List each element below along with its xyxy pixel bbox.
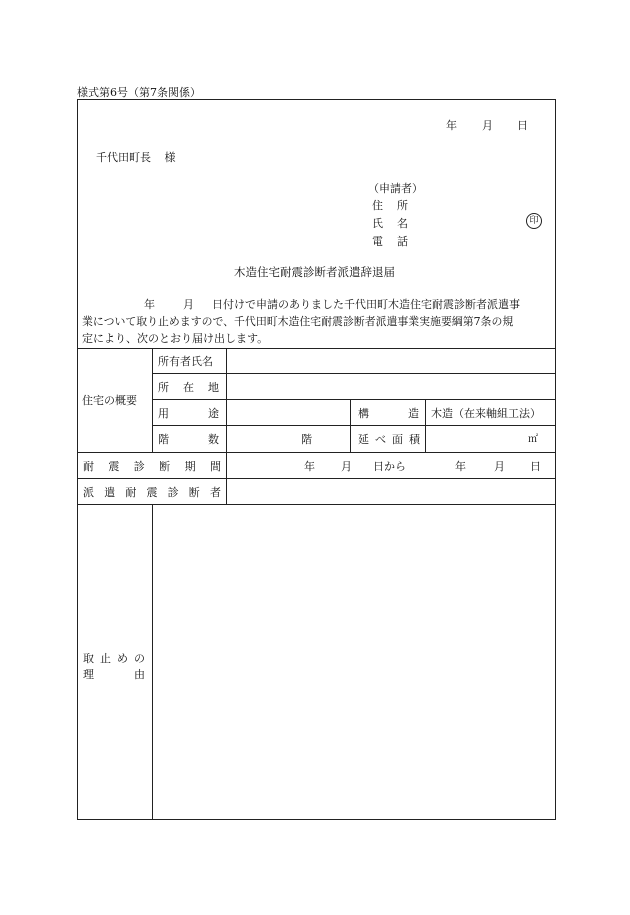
label-char: 理 [83,668,94,681]
label-char: 断 [159,460,171,473]
label-char: 派 [83,486,94,499]
label-char: 造 [408,407,419,420]
date-month: 月 [482,119,493,132]
label-char: 氏 [372,217,383,230]
label-char: 名 [397,217,408,230]
label-char: 所 [397,199,408,212]
label-char: 住 [372,199,383,212]
label-char: 数 [208,433,219,446]
floors-unit: 階 [301,433,312,446]
period-start-day: 日から [373,460,406,473]
period-end-day: 日 [530,460,541,473]
dispatched-diagnostician-field[interactable] [227,479,555,504]
label-char: 由 [134,668,145,681]
label-char: べ [375,433,386,446]
use-label [158,405,219,421]
period-start-year: 年 [304,460,315,473]
label-char: 止 [100,652,111,665]
row-divider [152,399,556,400]
label-char: 診 [133,460,145,473]
use-field[interactable] [227,400,350,425]
label-char: 耐 [125,486,137,499]
applicant-heading: （申請者） [368,182,423,195]
label-char: 所 [158,381,169,394]
label-char: め [117,652,128,665]
period-end-year: 年 [455,460,466,473]
applicant-address-label [372,197,408,213]
label-char: 階 [158,433,169,446]
label-char: 積 [409,433,420,446]
date-year: 年 [446,119,457,132]
addressee-honorific: 様 [164,151,176,164]
label-char: 期 [184,460,196,473]
label-char: 間 [209,460,221,473]
body-line-1-text: 日付けで申請のありました千代田町木造住宅耐震診断者派遣事 [212,298,520,311]
owner-name-label: 所有者氏名 [158,355,213,368]
applicant-name-label [372,215,408,231]
label-char: 途 [208,407,219,420]
body-line-2: 業について取り止めますので、千代田町木造住宅耐震診断者派遣事業実施要綱第7条の規 [82,315,514,328]
row-divider [77,452,556,453]
col-divider [350,399,351,452]
addressee [96,149,176,165]
label-char: 延 [358,433,369,446]
label-char: 耐 [83,460,94,473]
floor-area-unit: ㎡ [528,434,538,445]
applicant-phone-label [372,233,408,249]
label-char: 震 [108,460,120,473]
diagnosis-period-label [83,458,221,474]
body-line-1 [82,296,552,313]
reason-field[interactable] [153,505,555,819]
label-char: 用 [158,407,169,420]
label-char: 在 [183,381,194,394]
body-line-3: 定により、次のとおり届け出します。 [82,332,269,345]
label-char: 診 [167,486,179,499]
label-char: 断 [188,486,200,499]
label-char: 者 [209,486,221,499]
label-char: 震 [146,486,158,499]
label-char: 地 [208,381,219,394]
date-day: 日 [517,119,528,132]
label-char: の [134,652,145,665]
floor-area-label [358,431,420,447]
dispatched-diagnostician-label [83,484,221,500]
label-char: 遣 [104,486,116,499]
col-divider [152,348,153,452]
body-month: 月 [183,298,194,311]
form-number: 様式第6号（第7条関係） [77,86,201,99]
reason-label-line-1 [83,650,145,666]
structure-value: 木造（在来軸組工法） [431,407,541,420]
label-char: 話 [397,235,408,248]
addressee-name: 千代田町長 [96,151,151,164]
floors-label [158,431,219,447]
period-start-month: 月 [341,460,352,473]
location-field[interactable] [227,374,555,399]
period-end-month: 月 [494,460,505,473]
seal-mark: 印 [526,213,542,229]
structure-label [358,405,419,421]
label-char: 面 [392,433,403,446]
label-char: 取 [83,652,94,665]
house-overview-label: 住宅の概要 [82,394,137,407]
location-label [158,379,219,395]
reason-label-line-2 [83,666,145,682]
floors-field[interactable] [227,426,350,452]
body-year: 年 [144,298,155,311]
label-char: 構 [358,407,369,420]
document-title: 木造住宅耐震診断者派遣辞退届 [234,265,395,279]
label-char: 電 [372,235,383,248]
owner-name-field[interactable] [227,349,555,373]
